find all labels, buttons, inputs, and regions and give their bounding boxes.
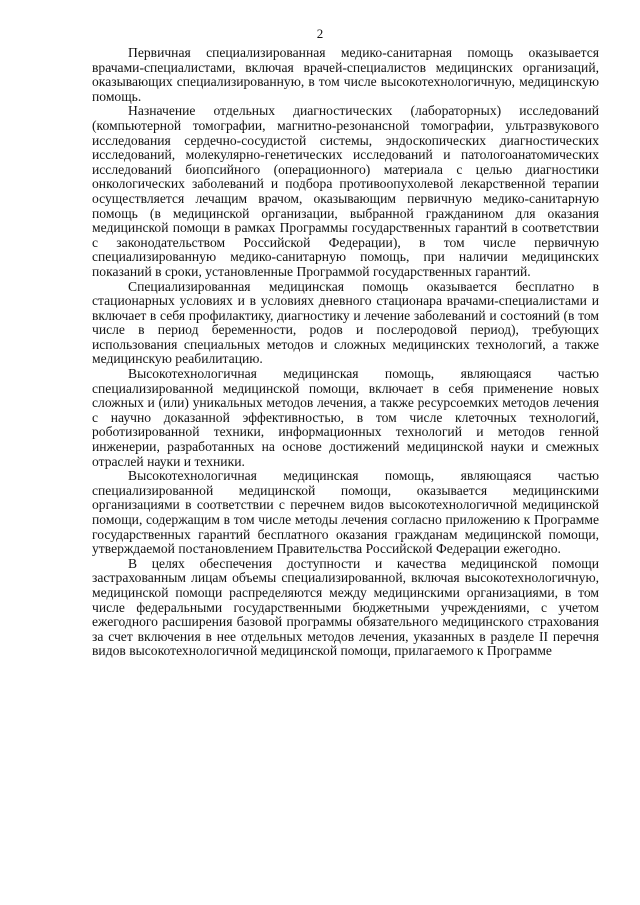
paragraph-high-tech-care-definition: Высокотехнологичная медицинская помощь, являющаяся частью специализированной медицинской помощи, включает в себя применение новых сложных и (или) уникальных методов лечения, а также ресурсоемких методов лечения с научно доказанной эффективностью, в том числе клеточных технологий, роботизированной техники, информационных технологий и методов генной инженерии, разработанных на основе достижений медицинской науки и смежных отраслей науки и техники. [92,366,599,469]
paragraph-high-tech-care-providers: Высокотехнологичная медицинская помощь, являющаяся частью специализированной медицинской помощи, оказывается медицинскими организациями в соответствии с перечнем видов высокотехнологичной медицинской помощи, содержащим в том числе методы лечения согласно приложению к Программе государственных гарантий бесплатного оказания гражданам медицинской помощи, утверждаемой постановлением Правительства Российской Федерации ежегодно. [92,468,599,557]
paragraph-diagnostic-tests: Назначение отдельных диагностических (лабораторных) исследований (компьютерной томографии, магнитно-резонансной томографии, ультразвукового исследования сердечно-сосудистой системы, эндоскопических диагностических исследований, молекулярно-генетических исследований и патологоанатомических исследований биопсийного (операционного) материала с целью диагностики онкологических заболеваний и подбора противоопухолевой лекарственной терапии осуществляется лечащим врачом, оказывающим первичную медико-санитарную помощь (в медицинской организации, выбранной гражданином для оказания медицинской помощи в рамках Программы государственных гарантий в соответствии с законодательством Российской Федерации), в том числе первичную специализированную медико-санитарную помощь, при наличии медицинских показаний в сроки, установленные Программой государственных гарантий. [92,103,599,279]
paragraph-specialized-care: Специализированная медицинская помощь оказывается бесплатно в стационарных условиях и в условиях дневного стационара врачами-специалистами и включает в себя профилактику, диагностику и лечение заболеваний и состояний (в том числе в период беременности, родов и послеродовой период), требующих использования специальных методов и сложных медицинских технологий, а также медицинскую реабилитацию. [92,278,599,367]
paragraph-care-volume-distribution: В целях обеспечения доступности и качества медицинской помощи застрахованным лицам объемы специализированной, включая высокотехнологичную, медицинской помощи распределяются между медицинскими организациями, в том числе федеральными государственными бюджетными учреждениями, с учетом ежегодного расширения базовой программы обязательного медицинского страхования за счет включения в нее отдельных методов лечения, указанных в разделе II перечня видов высокотехнологичной медицинской помощи, прилагаемого к Программе [92,555,599,659]
paragraph-primary-specialized-care: Первичная специализированная медико-санитарная помощь оказывается врачами-специалистами, включая врачей-специалистов медицинских организаций, оказывающих специализированную, в том числе высокотехнологичную, медицинскую помощь. [92,45,599,104]
document-body [92,46,599,659]
page-number: 2 [316,26,324,41]
